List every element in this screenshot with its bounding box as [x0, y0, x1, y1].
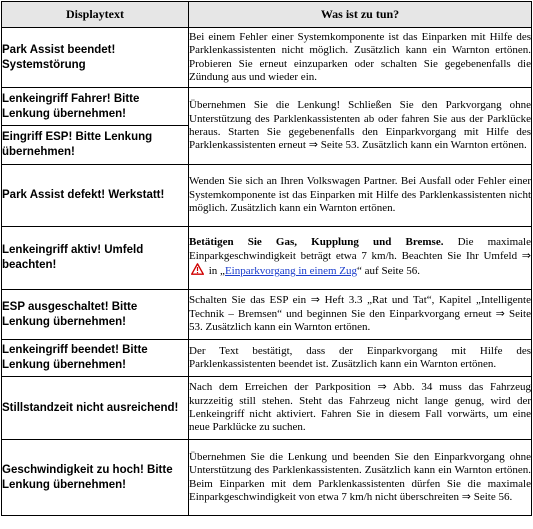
display-text-cell: Stillstandzeit nicht ausreichend! [2, 377, 189, 440]
display-message-table [1, 1, 532, 516]
header-action: Was ist zu tun? [189, 2, 532, 28]
display-text-cell: Lenkeingriff Fahrer! Bitte Lenkung übernehmen! [2, 88, 189, 126]
display-text-cell: Lenkeingriff aktiv! Umfeld beachten! [2, 227, 189, 290]
table-row [2, 377, 532, 440]
display-text-cell: Park Assist beendet! Systemstörung [2, 28, 189, 88]
action-text: “ auf Seite 56. [357, 265, 420, 278]
display-text-cell: Lenkeingriff beendet! Bitte Lenkung übernehmen! [2, 340, 189, 377]
table-row [2, 165, 532, 227]
action-text-cell: Der Text bestätigt, dass der Einparkvorgang mit Hilfe des Parklenkassistenten beendet ist. Zusätzlich kann ein Warnton ertönen. [189, 340, 532, 377]
table-row [2, 88, 532, 126]
display-text-cell: Geschwindigkeit zu hoch! Bitte Lenkung übernehmen! [2, 440, 189, 516]
display-text-cell: Eingriff ESP! Bitte Lenkung übernehmen! [2, 126, 189, 165]
action-text-cell: Nach dem Erreichen der Parkposition ⇒ Abb. 34 muss das Fahrzeug kurzzeitig still stehen. Steht das Fahrzeug nicht lange genug, wird der Lenkeingriff nicht aktiviert. Fahren Sie in diesem Fall vorwärts, um eine neue Parklücke zu suchen. [189, 377, 532, 440]
action-text-cell: Schalten Sie das ESP ein ⇒ Heft 3.3 „Rat und Tat“, Kapitel „Intelligente Technik – Bremsen“ und beginnen Sie den Einparkvorgang erneut ⇒ Seite 53. Zusätzlich kann ein Warnton ertönen. [189, 290, 532, 340]
action-text-cell: Wenden Sie sich an Ihren Volkswagen Partner. Bei Ausfall oder Fehler einer Systemkomponente ist das Einparken mit Hilfe des Parklenkassistenten nicht möglich. Zusätzlich kann ein Warnton ertönen. [189, 165, 532, 227]
action-text: in „ [206, 265, 225, 278]
table-row [2, 28, 532, 88]
action-text-cell: Übernehmen Sie die Lenkung und beenden Sie den Einparkvorgang ohne Unterstützung des Parklenkassistenten. Zusätzlich kann ein Warnton ertönen. Beim Einparken mit dem Parklenkassistenten dürfen Sie die maximale Einparkgeschwindigkeit von etwa 7 km/h nicht überschreiten ⇒ Seite 56. [189, 440, 532, 516]
action-text: Die maximale Einparkgeschwindigkeit beträgt etwa 7 km/h. Beachten Sie Ihr Umfeld ⇒ [189, 236, 531, 262]
action-emphasis: Betätigen Sie Gas, Kupplung und Bremse. [189, 236, 444, 249]
table-row [2, 340, 532, 377]
warning-triangle-icon [191, 263, 204, 279]
table-row [2, 290, 532, 340]
table-header-row [2, 2, 532, 28]
table-row [2, 440, 532, 516]
action-text-cell: Bei einem Fehler einer Systemkomponente ist das Einparken mit Hilfe des Parklenkassistenten nicht möglich. Zusätzlich kann ein Warnton ertönen. Probieren Sie erneut einzuparken oder schalten Sie gegebenenfalls die Zündung aus und wieder ein. [189, 28, 532, 88]
cross-reference-link[interactable]: Einparkvorgang in einem Zug [224, 265, 358, 278]
display-text-cell: ESP ausgeschaltet! Bitte Lenkung übernehmen! [2, 290, 189, 340]
header-displaytext: Displaytext [2, 2, 189, 28]
table-row [2, 227, 532, 290]
action-text-cell [189, 227, 532, 290]
display-text-cell: Park Assist defekt! Werkstatt! [2, 165, 189, 227]
action-text-cell: Übernehmen Sie die Lenkung! Schließen Sie den Parkvorgang ohne Unterstützung des Parklenkassistenten ab oder fahren Sie aus der Parklücke heraus. Starten Sie gegebenenfalls den Einparkvorgang mit Hilfe des Parklenkassistenten erneut ⇒ Seite 53. Zusätzlich kann ein Warnton ertönen. [189, 88, 532, 165]
